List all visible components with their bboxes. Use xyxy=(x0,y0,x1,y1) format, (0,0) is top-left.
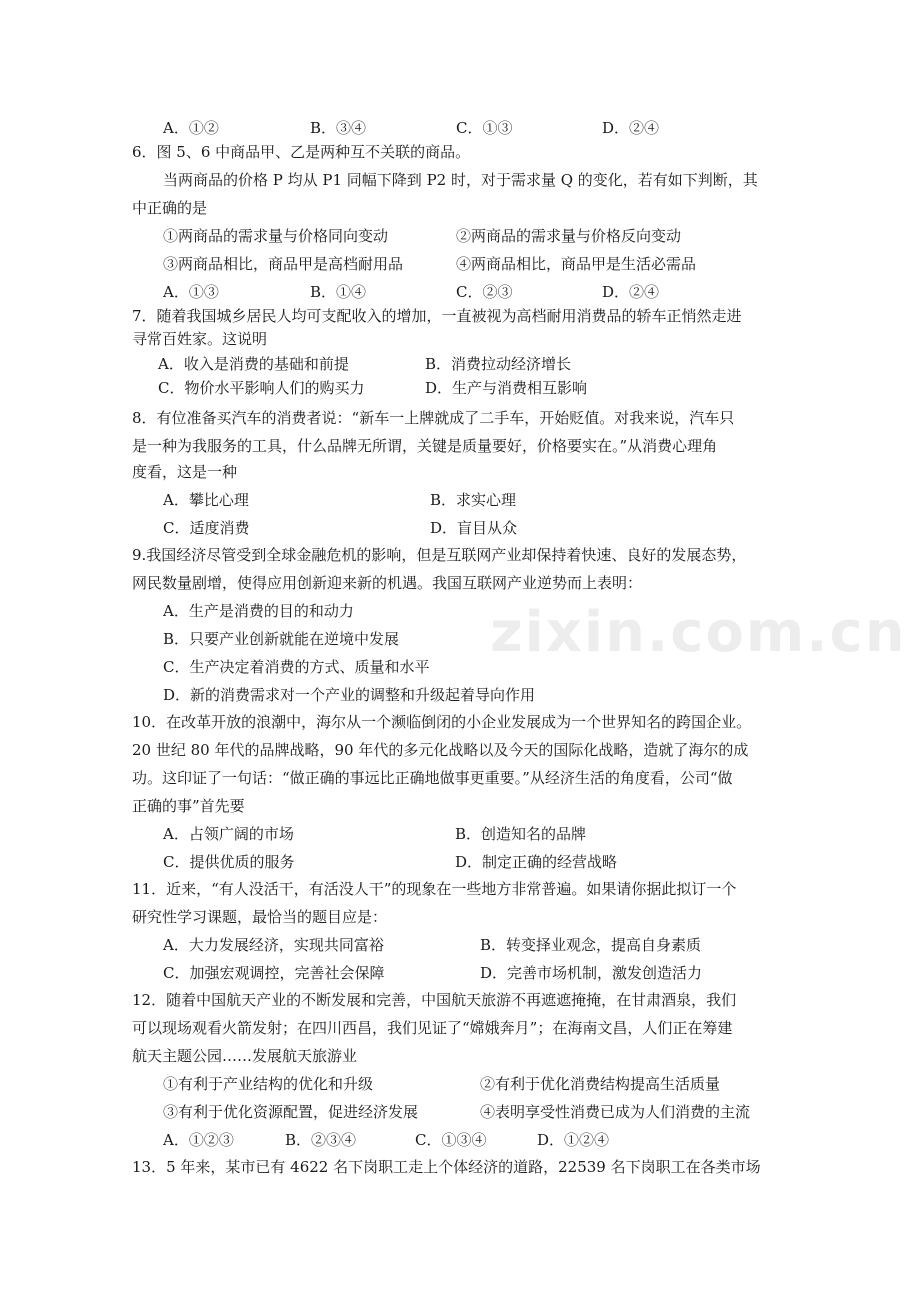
q6-text-line1: 当两商品的价格 P 均从 P1 同幅下降到 P2 时，对于需求量 Q 的变化，若有如下判断，其 xyxy=(163,171,758,189)
q8-option-d: D．盲目从众 xyxy=(430,519,518,537)
q8-option-c: C．适度消费 xyxy=(163,519,250,537)
q6-option-a: A．①③ xyxy=(163,283,219,301)
q10-option-d: D．制定正确的经营战略 xyxy=(455,853,618,871)
q12-statement-4: ④表明享受性消费已成为人们消费的主流 xyxy=(480,1103,751,1121)
q12-statement-1: ①有利于产业结构的优化和升级 xyxy=(163,1075,374,1093)
q7-line1: 7．随着我国城乡居民人均可支配收入的增加，一直被视为高档耐用消费品的轿车正悄然走进 xyxy=(132,307,742,325)
q12-line1: 12．随着中国航天产业的不断发展和完善，中国航天旅游不再遮遮掩掩，在甘肃酒泉，我们 xyxy=(132,991,737,1009)
q5-option-b: B．③④ xyxy=(310,119,367,137)
q6-stem: 6．图 5、6 中商品甲、乙是两种互不关联的商品。 xyxy=(132,143,471,161)
q11-line2: 研究性学习课题，最恰当的题目应是： xyxy=(132,908,388,926)
q6-statement-4: ④两商品相比，商品甲是生活必需品 xyxy=(456,255,697,273)
q11-option-a: A．大力发展经济，实现共同富裕 xyxy=(163,936,384,954)
q6-option-d: D．②④ xyxy=(602,283,660,301)
q13-line1: 13．5 年来，某市已有 4622 名下岗职工走上个体经济的道路，22539 名下岗职工在各类市场 xyxy=(132,1158,761,1176)
q12-option-b: B．②③④ xyxy=(285,1131,357,1149)
q9-option-a: A．生产是消费的目的和动力 xyxy=(163,602,354,620)
q12-option-c: C．①③④ xyxy=(415,1131,487,1149)
q10-option-b: B．创造知名的品牌 xyxy=(455,825,587,843)
q10-line4: 正确的事”首先要 xyxy=(132,797,245,815)
q7-option-a: A．收入是消费的基础和前提 xyxy=(158,355,349,373)
q11-option-c: C．加强宏观调控，完善社会保障 xyxy=(163,964,385,982)
q10-option-c: C．提供优质的服务 xyxy=(163,853,295,871)
q10-line2: 20 世纪 80 年代的品牌战略，90 年代的多元化战略以及今天的国际化战略，造就了海尔的成 xyxy=(132,741,749,759)
q9-option-b: B．只要产业创新就能在逆境中发展 xyxy=(163,630,400,648)
watermark-text: zixin.com.cn xyxy=(490,600,907,665)
q8-line3: 度看，这是一种 xyxy=(132,463,238,481)
q12-line2: 可以现场观看火箭发射；在四川西昌，我们见证了“嫦娥奔月”；在海南文昌，人们正在筹建 xyxy=(132,1019,733,1037)
q9-line2: 网民数量剧增，使得应用创新迎来新的机遇。我国互联网产业逆势而上表明： xyxy=(132,574,643,592)
q8-option-b: B．求实心理 xyxy=(430,491,517,509)
q9-option-d: D．新的消费需求对一个产业的调整和升级起着导向作用 xyxy=(163,686,536,704)
q6-text-line2: 中正确的是 xyxy=(132,199,208,217)
q6-option-b: B．①④ xyxy=(310,283,367,301)
q5-option-c: C．①③ xyxy=(456,119,513,137)
q12-option-a: A．①②③ xyxy=(163,1131,234,1149)
q8-option-a: A．攀比心理 xyxy=(163,491,249,509)
q11-option-b: B．转变择业观念，提高自身素质 xyxy=(480,936,702,954)
q8-line1: 8．有位准备买汽车的消费者说：“新车一上牌就成了二手车，开始贬值。对我来说，汽车只 xyxy=(132,409,735,427)
q7-option-b: B．消费拉动经济增长 xyxy=(425,355,572,373)
q6-option-c: C．②③ xyxy=(456,283,513,301)
q10-option-a: A．占领广阔的市场 xyxy=(163,825,294,843)
q8-line2: 是一种为我服务的工具，什么品牌无所谓，关键是质量要好，价格要实在。”从消费心理角 xyxy=(132,437,718,455)
q5-option-d: D．②④ xyxy=(602,119,660,137)
q12-option-d: D．①②④ xyxy=(537,1131,610,1149)
q11-option-d: D．完善市场机制，激发创造活力 xyxy=(480,964,703,982)
q9-line1: 9.我国经济尽管受到全球金融危机的影响，但是互联网产业却保持着快速、良好的发展态势， xyxy=(132,546,747,564)
q7-option-d: D．生产与消费相互影响 xyxy=(425,379,588,397)
q6-statement-1: ①两商品的需求量与价格同向变动 xyxy=(163,227,389,245)
q12-statement-3: ③有利于优化资源配置，促进经济发展 xyxy=(163,1103,419,1121)
q12-line3: 航天主题公园……发展航天旅游业 xyxy=(132,1047,358,1065)
q10-line1: 10．在改革开放的浪潮中，海尔从一个濒临倒闭的小企业发展成为一个世界知名的跨国企业。 xyxy=(132,713,752,731)
q10-line3: 功。这印证了一句话：“做正确的事远比正确地做事更重要。”从经济生活的角度看，公司“做 xyxy=(132,769,733,787)
q7-line2: 寻常百姓家。这说明 xyxy=(132,330,268,348)
q6-statement-2: ②两商品的需求量与价格反向变动 xyxy=(456,227,682,245)
q7-option-c: C．物价水平影响人们的购买力 xyxy=(158,379,365,397)
q9-option-c: C．生产决定着消费的方式、质量和水平 xyxy=(163,658,430,676)
q6-statement-3: ③两商品相比，商品甲是高档耐用品 xyxy=(163,255,404,273)
q12-statement-2: ②有利于优化消费结构提高生活质量 xyxy=(480,1075,721,1093)
q5-option-a: A．①② xyxy=(163,119,219,137)
q11-line1: 11．近来，“有人没活干，有活没人干”的现象在一些地方非常普遍。如果请你据此拟订一个 xyxy=(132,880,737,898)
